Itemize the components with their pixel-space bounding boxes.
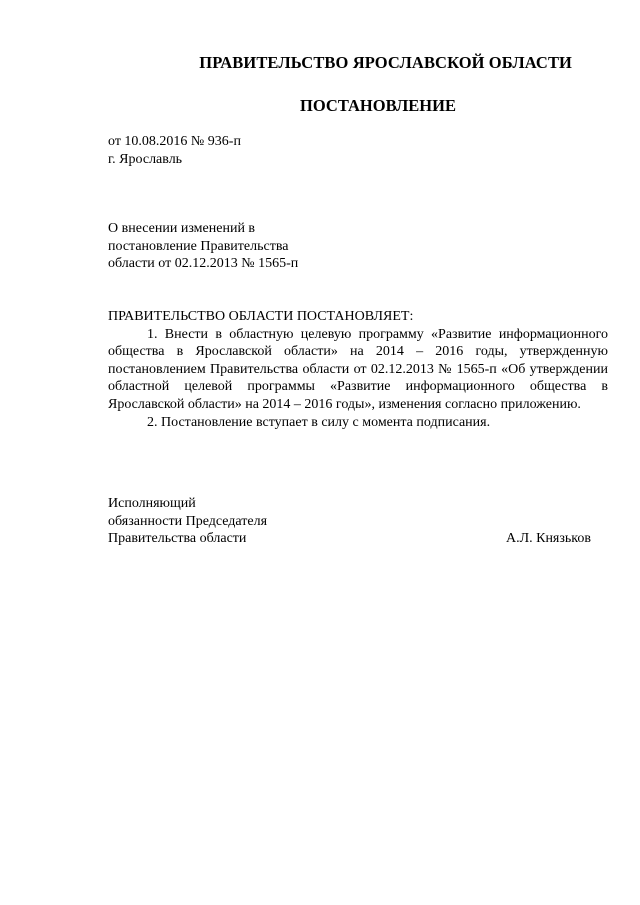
signature-row	[108, 530, 608, 548]
organization-title: ПРАВИТЕЛЬСТВО ЯРОСЛАВСКОЙ ОБЛАСТИ	[199, 53, 572, 72]
subject-line: области от 02.12.2013 № 1565-п	[108, 256, 299, 272]
document-subject	[108, 220, 298, 273]
document-meta	[108, 133, 241, 168]
signer-position-line: Правительства области	[108, 531, 247, 547]
decree-item-1: 1. Внести в областную целевую программу «Развитие информационного общества в Ярославской области» на 2014 – 2016 годы, утвержденную постановлением Правительства области от 02.12.2013 № 1565-п «Об утверждении областной целевой программы «Развитие информационного общества в Ярославской области» на 2014 – 2016 годы», изменения согласно приложению.	[108, 326, 608, 412]
subject-line: О внесении изменений в	[108, 221, 256, 236]
signer-position-line: Исполняющий	[108, 496, 196, 511]
subject-line: постановление Правительства	[108, 238, 289, 254]
document-type-title: ПОСТАНОВЛЕНИЕ	[300, 96, 456, 115]
document-body	[108, 308, 608, 431]
decree-heading: ПРАВИТЕЛЬСТВО ОБЛАСТИ ПОСТАНОВЛЯЕТ:	[108, 309, 414, 324]
signature-block	[108, 495, 608, 548]
signer-name: А.Л. Князьков	[506, 531, 591, 547]
signer-position-line: обязанности Председателя	[108, 513, 268, 529]
decree-item-2: 2. Постановление вступает в силу с момента подписания.	[147, 414, 491, 430]
date-number: от 10.08.2016 № 936-п	[108, 134, 241, 149]
city: г. Ярославль	[108, 151, 183, 167]
